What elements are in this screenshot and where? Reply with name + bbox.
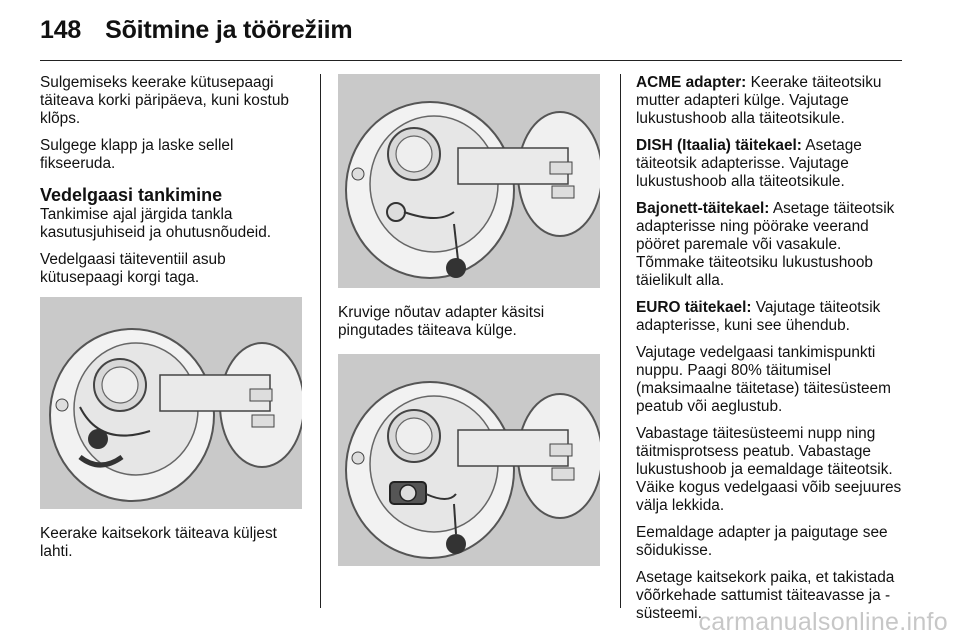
bajonett-text: Asetage täiteotsik adapterisse ning pöörake veerand pööret paremale või vasakule. Tõmmake täiteotsiku lukustushoob täielikult alla. [636, 200, 895, 289]
page-title: Sõitmine ja töörežiim [105, 16, 353, 44]
column-divider [620, 74, 621, 608]
bajonett-paragraph [636, 200, 906, 290]
page-header [40, 16, 352, 45]
acme-text: Keerake täiteotsiku mutter adapteri külge. Vajutage lukustushoob alla täiteotsikule. [636, 74, 882, 127]
paragraph: Eemaldage adapter ja paigutage see sõidukisse. [636, 524, 888, 559]
column-2 [338, 74, 602, 566]
paragraph: Asetage kaitsekork paika, et takistada võõrkehade sattumist täiteavasse ja -süsteemi. [636, 569, 895, 622]
column-divider [320, 74, 321, 608]
paragraph: Vedelgaasi täiteventiil asub kütusepaagi korgi taga. [40, 251, 226, 286]
bajonett-label: Bajonett-täitekael: [636, 200, 770, 217]
header-rule [40, 60, 902, 61]
figure-caption: Kruvige nõutav adapter käsitsi pingutades täiteava külge. [338, 304, 545, 339]
watermark: carmanualsonline.info [698, 608, 948, 636]
paragraph: Sulgege klapp ja laske sellel fikseeruda. [40, 137, 234, 172]
paragraph: Vajutage vedelgaasi tankimispunkti nuppu. Paagi 80% täitumisel (maksimaalne täitetase) täitesüsteem peatub või aeglustub. [636, 344, 891, 415]
paragraph: Sulgemiseks keerake kütusepaagi täiteava korki päripäeva, kuni kostub klõps. [40, 74, 289, 127]
euro-text: Vajutage täiteotsik adapterisse, kuni see ühendub. [636, 299, 881, 334]
figure-caption: Keerake kaitsekork täiteava küljest lahti. [40, 525, 277, 560]
acme-label: ACME adapter: [636, 74, 747, 91]
euro-paragraph [636, 299, 906, 335]
column-1 [40, 74, 310, 570]
page-number: 148 [40, 16, 82, 44]
section-heading: Vedelgaasi tankimine [40, 185, 223, 205]
acme-paragraph [636, 74, 906, 128]
column-3 [636, 74, 906, 632]
paragraph: Tankimise ajal järgida tankla kasutusjuhiseid ja ohutusnõudeid. [40, 206, 272, 241]
euro-label: EURO täitekael: [636, 299, 752, 316]
fuel-flap-illustration [40, 297, 302, 509]
dish-text: Asetage täiteotsik adapterisse. Vajutage lukustushoob alla täiteotsikule. [636, 137, 862, 190]
filling-nozzle-illustration [338, 354, 600, 566]
dish-label: DISH (Itaalia) täitekael: [636, 137, 802, 154]
dish-paragraph [636, 137, 906, 191]
adapter-illustration [338, 74, 600, 288]
paragraph: Vabastage täitesüsteemi nupp ning täitmisprotsess peatub. Vabastage lukustushoob ja eemaldage täiteotsik. Väike kogus vedelgaasi võib seejuures välja lekkida. [636, 425, 902, 514]
